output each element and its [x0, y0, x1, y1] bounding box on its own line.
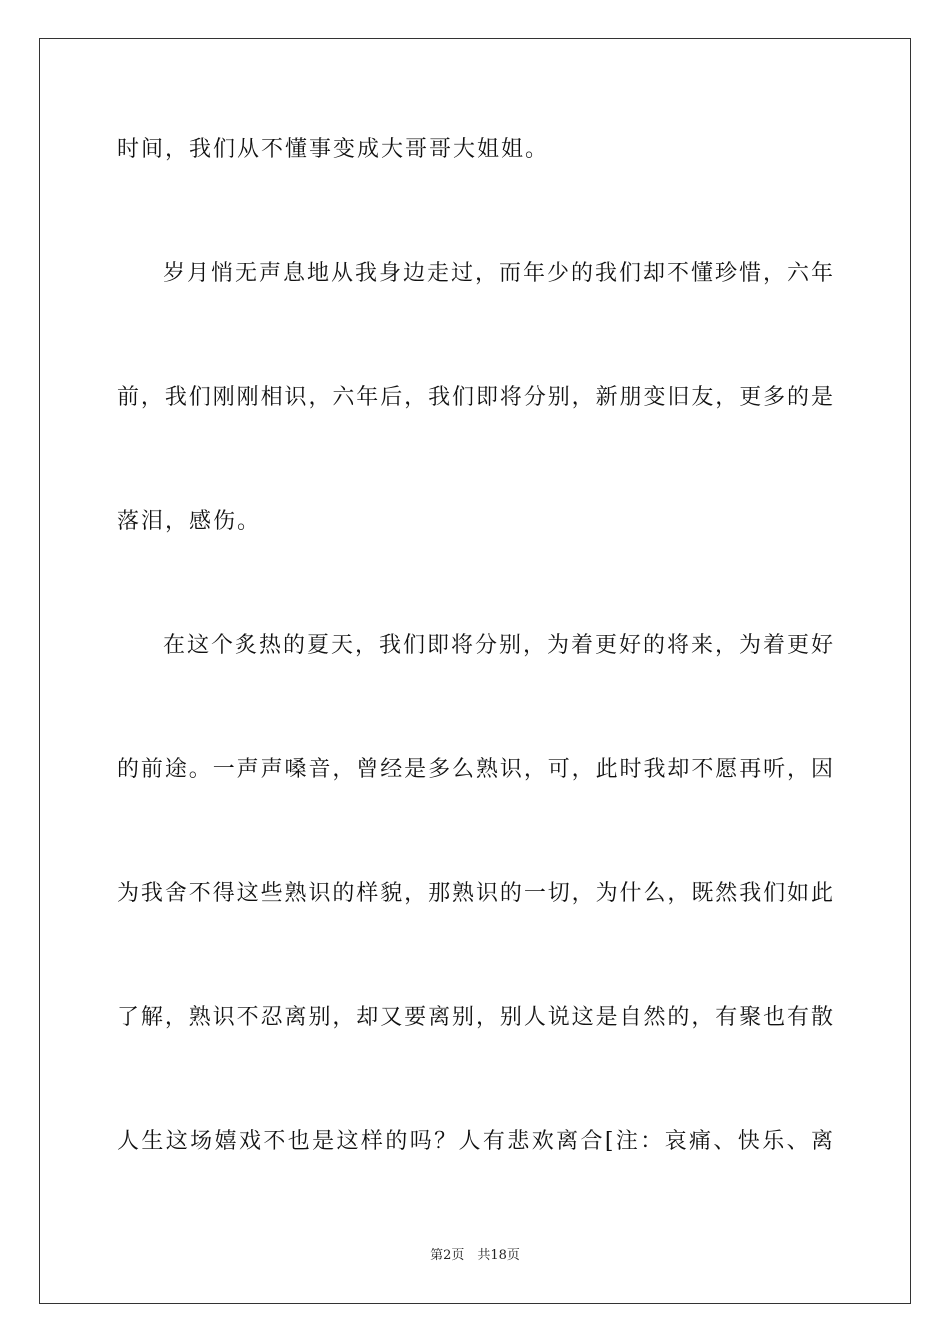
- text-line-2: 岁月悄无声息地从我身边走过，而年少的我们却不懂珍惜，六年: [163, 261, 833, 286]
- text-line-1: 时间，我们从不懂事变成大哥哥大姐姐。: [117, 137, 550, 162]
- text-line-7: 为我舍不得这些熟识的样貌，那熟识的一切，为什么，既然我们如此: [117, 881, 833, 906]
- text-line-5: 在这个炙热的夏天，我们即将分别，为着更好的将来，为着更好: [163, 633, 833, 658]
- text-line-3: 前，我们刚刚相识，六年后，我们即将分别，新朋变旧友，更多的是: [117, 385, 833, 410]
- page-number-footer: 第2页 共18页: [430, 1248, 520, 1263]
- page-border: [39, 38, 911, 1304]
- text-line-8: 了解，熟识不忍离别，却又要离别，别人说这是自然的，有聚也有散: [117, 1005, 833, 1030]
- text-line-6: 的前途。一声声嗓音，曾经是多么熟识，可，此时我却不愿再听，因: [117, 757, 833, 782]
- text-line-4: 落泪，感伤。: [117, 509, 262, 534]
- text-line-9: 人生这场嬉戏不也是这样的吗？人有悲欢离合[注：哀痛、快乐、离: [117, 1129, 833, 1154]
